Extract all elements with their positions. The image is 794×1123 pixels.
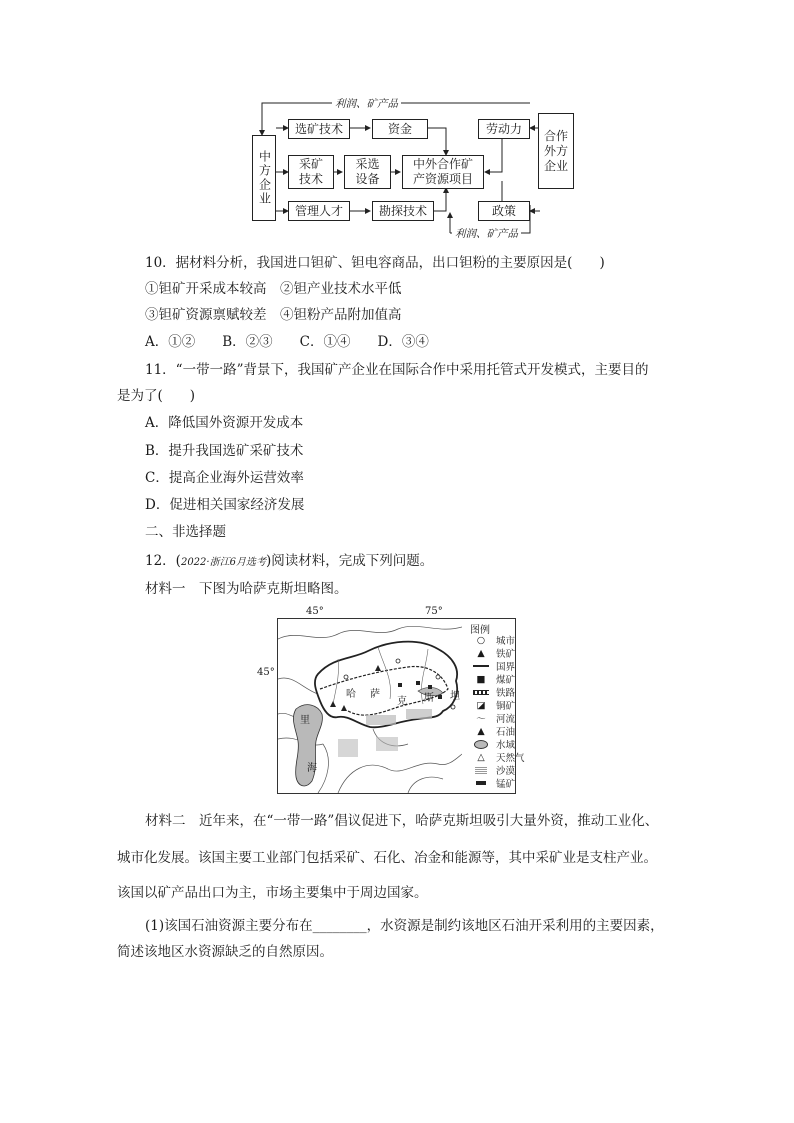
material2-line2: 城市化发展。该国主要工业部门包括采矿、石化、冶金和能源等，其中采矿业是支柱产业。 (117, 850, 657, 866)
manganese-icon (466, 781, 496, 785)
q10-options-2: ③钽矿资源禀赋较差 ④钽粉产品附加值高 (145, 307, 402, 323)
q10-options-1: ①钽矿开采成本较高 ②钽产业技术水平低 (145, 281, 402, 297)
river-icon: 〜 (476, 714, 486, 725)
q10-choices: A．①② B．②③ C．①④ D．③④ (145, 334, 429, 350)
map-label-tan: 坦 (450, 691, 460, 702)
foreign-enterprise-box: 合作外方企业 (538, 113, 574, 189)
q10-stem: 10．据材料分析，我国进口钽矿、钽电容商品，出口钽粉的主要原因是( ) (145, 255, 605, 271)
box-laodongli: 劳动力 (478, 119, 530, 139)
map-drawing (278, 619, 462, 793)
map-legend (462, 619, 540, 793)
legend-desert: 沙漠 (466, 764, 540, 776)
q11-stem-2: 是为了( ) (117, 388, 196, 404)
water-icon (466, 740, 496, 749)
box-guanli: 管理人才 (288, 201, 350, 221)
legend-copper: ◪ 铜矿 (466, 699, 540, 711)
material2-line3: 该国以矿产品出口为主，市场主要集中于周边国家。 (117, 885, 428, 901)
legend-water: 水域 (466, 738, 540, 750)
box-zijin: 资金 (372, 119, 428, 139)
city-icon: ○ (476, 634, 486, 646)
china-enterprise-box: 中方企业 (252, 135, 276, 221)
legend-railway: 铁路 (466, 686, 540, 698)
legend-coal: ■ 煤矿 (466, 673, 540, 685)
box-caixuan: 采选设备 (344, 155, 391, 189)
q12-source: 2022·浙江6月选考 (180, 557, 266, 568)
legend-gas: △ 天然气 (466, 751, 540, 763)
box-xuankuang: 选矿技术 (288, 119, 350, 139)
lon-45-label: 45° (306, 606, 324, 617)
oil-icon: ▲ (477, 725, 485, 737)
map-label-hai: 海 (307, 763, 317, 774)
map-label-ke: 克 (397, 696, 407, 707)
coal-icon: ■ (476, 673, 486, 685)
q11-option-a: A．降低国外资源开发成本 (145, 415, 304, 431)
lon-75-label: 75° (425, 606, 443, 617)
map-label-ha: 哈 (346, 689, 356, 700)
railway-icon (466, 690, 496, 695)
map-label-sa: 萨 (370, 689, 380, 700)
copper-icon: ◪ (476, 699, 486, 711)
q12-stem (145, 552, 433, 572)
q12-num: 12．( (145, 553, 181, 569)
box-project: 中外合作矿产资源项目 (402, 155, 484, 189)
desert-icon (466, 766, 496, 774)
legend-border: 国界 (466, 660, 540, 672)
section-heading: 二、非选择题 (145, 524, 226, 540)
iron-ore-icon: ▲ (477, 647, 485, 659)
legend-iron: ▲ 铁矿 (466, 647, 540, 659)
legend-city: ○ 城市 (466, 634, 540, 646)
q12-1-line1: (1)该国石油资源主要分布在________，水资源是制约该地区石油开采利用的主要因素， (145, 918, 664, 934)
material1-caption: 材料一 下图为哈萨克斯坦略图。 (145, 581, 348, 597)
flow-bottom-label: 利润、矿产品 (452, 226, 521, 241)
q11-option-b: B．提升我国选矿采矿技术 (145, 443, 304, 459)
box-kantan: 勘探技术 (372, 201, 434, 221)
map-label-li: 里 (300, 715, 310, 726)
q11-option-d: D．促进相关国家经济发展 (145, 497, 305, 513)
flow-top-label: 利润、矿产品 (332, 96, 401, 111)
legend-river: 〜 河流 (466, 712, 540, 724)
legend-title: 图例 (470, 625, 490, 636)
q11-option-c: C．提高企业海外运营效率 (145, 470, 304, 486)
flowchart (240, 95, 580, 245)
kazakhstan-map (277, 618, 525, 794)
q12-1-line2: 简述该地区水资源缺乏的自然原因。 (117, 944, 333, 960)
lat-45-label: 45° (257, 667, 275, 678)
q12-tail: )阅读材料，完成下列问题。 (265, 553, 434, 569)
material2-line1: 材料二 近年来，在“一带一路”倡议促进下，哈萨克斯坦吸引大量外资，推动工业化、 (145, 813, 659, 829)
gas-icon: △ (477, 751, 485, 763)
box-caikuang: 采矿技术 (288, 155, 334, 189)
kazakhstan-border (315, 642, 457, 728)
q11-stem-1: 11．“一带一路”背景下，我国矿产企业在国际合作中采用托管式开发模式，主要目的 (145, 362, 649, 378)
legend-oil: ▲ 石油 (466, 725, 540, 737)
box-zhengce: 政策 (478, 201, 530, 221)
legend-manganese: 锰矿 (466, 777, 540, 789)
border-line-icon (466, 665, 496, 667)
map-label-si: 斯 (424, 693, 434, 704)
